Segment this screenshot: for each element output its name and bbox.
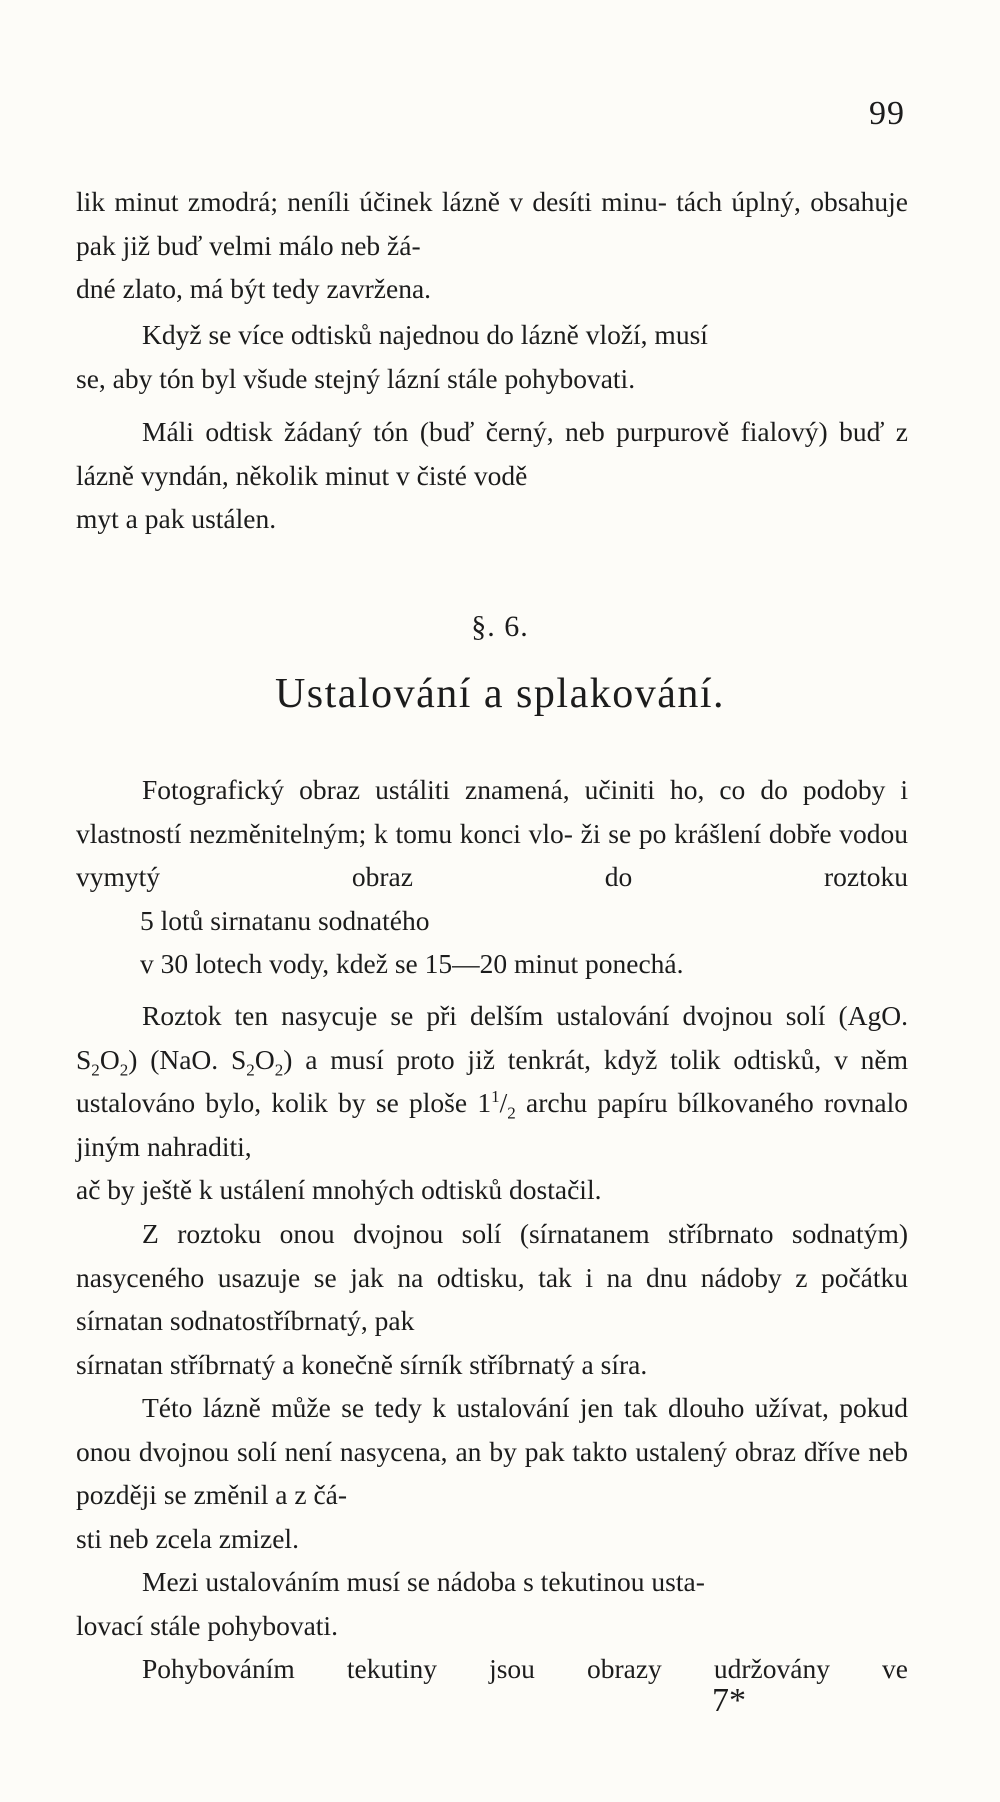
text-fragment: solí (AgO. S bbox=[76, 1000, 908, 1075]
subscript: 2 bbox=[119, 1060, 129, 1079]
subscript: 2 bbox=[246, 1060, 255, 1079]
subscript: 2 bbox=[91, 1060, 100, 1079]
text-fragment: 1 bbox=[477, 1087, 492, 1118]
text-line: sodnatým) nasyceného usazuje se jak na odtisku, tak i na bbox=[76, 1218, 908, 1293]
text-fragment: ) a musí proto již tenkrát, bbox=[283, 1043, 591, 1075]
text-fragment: O bbox=[99, 1043, 120, 1075]
text-line: Mezi ustalováním musí se nádoba s tekutinou usta- bbox=[142, 1566, 705, 1597]
subscript: 2 bbox=[274, 1060, 284, 1079]
text-line: sírnatan stříbrnatý a konečně sírník stříbrnatý a síra. bbox=[76, 1348, 648, 1380]
text-line: v 30 lotech vody, kdež se 15—20 minut ponechá. bbox=[140, 948, 684, 979]
page-number: 99 bbox=[869, 95, 905, 132]
text-line: ač by ještě k ustálení mnohých odtisků dostačil. bbox=[76, 1174, 602, 1205]
text-line: Fotografický obraz ustáliti znamená, učiniti ho, co bbox=[142, 774, 746, 805]
subscript: 2 bbox=[507, 1103, 516, 1123]
superscript: 1 bbox=[491, 1086, 500, 1106]
text-line: Z roztoku onou dvojnou solí (sírnatanem stříbrnato bbox=[142, 1218, 774, 1249]
text-line: tách úplný, obsahuje pak již buď velmi málo neb žá- bbox=[76, 186, 909, 261]
text-line: 5 lotů sirnatanu sodnatého bbox=[140, 905, 430, 936]
paragraph-3 bbox=[76, 410, 908, 584]
text-line: Roztok ten nasycuje se při delším ustalování dvojnou bbox=[142, 1000, 773, 1031]
text-line: ži se po krášlení dobře vodou vymytý obraz do roztoku bbox=[76, 817, 909, 892]
text-line: takto ustalený obraz dříve neb později se změnil a z čá- bbox=[76, 1435, 908, 1510]
text-line: lovací stále pohybovati. bbox=[76, 1609, 338, 1641]
text-line: se, aby tón byl všude stejný lázní stále pohybovati. bbox=[76, 362, 636, 394]
text-line: dnu nádoby z počátku sírnatan sodnatostříbrnatý, pak bbox=[76, 1261, 909, 1336]
text-line: do podoby i vlastností nezměnitelným; k tomu konci vlo- bbox=[76, 774, 909, 849]
text-line: dné zlato, má být tedy zavržena. bbox=[76, 273, 432, 304]
text-line: lik minut zmodrá; neníli účinek lázně v desíti minu- bbox=[76, 186, 667, 217]
section-title: Ustalování a splakování. bbox=[274, 671, 726, 717]
text-line: užívat, pokud onou dvojnou solí není nasycena, an by pak bbox=[76, 1392, 909, 1467]
signature-mark: 7* bbox=[712, 1682, 746, 1719]
text-line: když tolik odtisků, v něm ustalováno bylo, kolik by se ploše bbox=[76, 1043, 908, 1118]
text-line: myt a pak ustálen. bbox=[76, 503, 277, 534]
text-line: Pohybováním tekutiny jsou obrazy udržovány ve bbox=[142, 1653, 908, 1684]
text-fragment: / bbox=[499, 1087, 508, 1118]
paragraph-9 bbox=[76, 1647, 908, 1734]
text-fragment: O bbox=[254, 1043, 275, 1075]
text-line: Když se více odtisků najednou do lázně vloží, musí bbox=[142, 319, 708, 350]
text-fragment: ) (NaO. S bbox=[128, 1043, 247, 1075]
text-fragment: archu papíru bílkovaného rovnalo jiným nahraditi, bbox=[76, 1087, 908, 1162]
text-line: Této lázně může se tedy k ustalování jen tak dlouho bbox=[142, 1392, 745, 1423]
text-line: fialový) buď z lázně vyndán, několik minut v čisté vodě bbox=[76, 416, 908, 491]
text-line: Máli odtisk žádaný tón (buď černý, neb purpurově bbox=[142, 416, 730, 447]
section-number: §. 6. bbox=[471, 610, 529, 643]
text-line: sti neb zcela zmizel. bbox=[76, 1522, 299, 1554]
